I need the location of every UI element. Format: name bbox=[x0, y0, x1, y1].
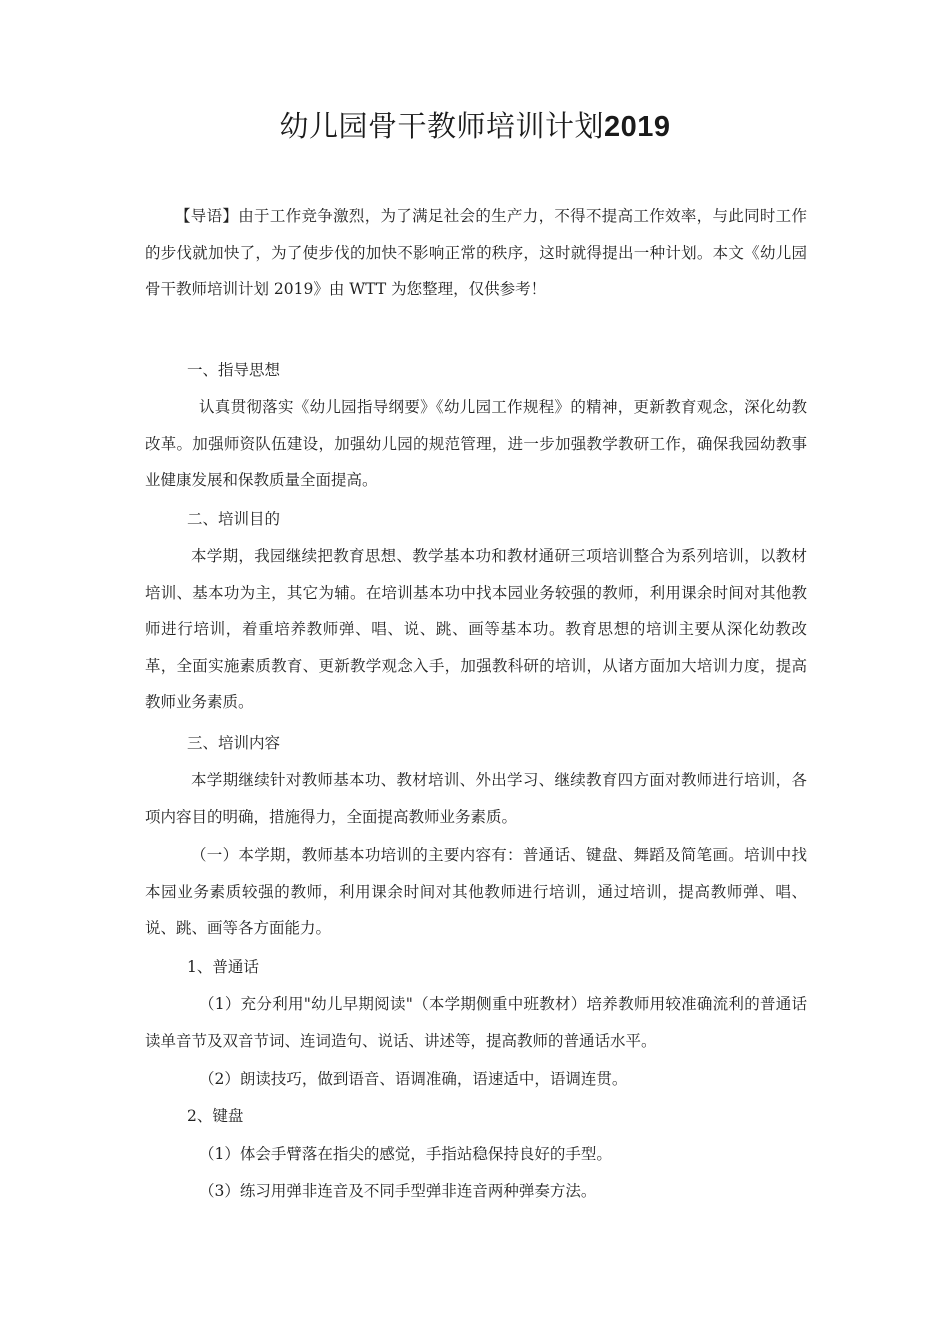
section-3-heading: 三、培训内容 bbox=[187, 734, 281, 752]
item-1-paragraph-1: （1）充分利用"幼儿早期阅读"（本学期侧重中班教材）培养教师用较准确流利的普通话读单音节及双音节词、连词造句、说话、讲述等，提高教师的普通话水平。 bbox=[145, 995, 807, 1050]
item-1-paragraph-2: （2）朗读技巧，做到语音、语调准确，语速适中，语调连贯。 bbox=[199, 1070, 628, 1088]
title-year: 2019 bbox=[604, 111, 671, 143]
section-2-body: 本学期，我园继续把教育思想、教学基本功和教材通研三项培训整合为系列培训，以教材培训、基本功为主，其它为辅。在培训基本功中找本园业务较强的教师，利用课余时间对其他教师进行培训，着重培养教师弹、唱、说、跳、画等基本功。教育思想的培训主要从深化幼教改革，全面实施素质教育、更新教学观念入手，加强教科研的培训，从诸方面加大培训力度，提高教师业务素质。 bbox=[145, 547, 807, 712]
section-2-heading: 二、培训目的 bbox=[187, 510, 281, 528]
title-text: 幼儿园骨干教师培训计划 bbox=[279, 109, 604, 143]
section-1-heading: 一、指导思想 bbox=[187, 361, 281, 379]
section-3-body: 本学期继续针对教师基本功、教材培训、外出学习、继续教育四方面对教师进行培训，各项内容目的明确，措施得力，全面提高教师业务素质。 bbox=[145, 771, 807, 826]
document-title bbox=[0, 106, 950, 147]
intro-paragraph: 【导语】由于工作竞争激烈，为了满足社会的生产力，不得不提高工作效率，与此同时工作的步伐就加快了，为了使步伐的加快不影响正常的秩序，这时就得提出一种计划。本文《幼儿园骨干教师培训计划 2019》由 WTT 为您整理，仅供参考！ bbox=[145, 207, 807, 299]
item-1-heading: 1、普通话 bbox=[187, 958, 259, 976]
item-2-heading: 2、键盘 bbox=[187, 1107, 244, 1125]
item-2-paragraph-1: （1）体会手臂落在指尖的感觉，手指站稳保持良好的手型。 bbox=[199, 1145, 612, 1163]
section-1-body: 认真贯彻落实《幼儿园指导纲要》《幼儿园工作规程》的精神，更新教育观念，深化幼教改革。加强师资队伍建设，加强幼儿园的规范管理，进一步加强教学教研工作，确保我园幼教事业健康发展和保教质量全面提高。 bbox=[145, 398, 807, 490]
item-2-paragraph-2: （3）练习用弹非连音及不同手型弹非连音两种弹奏方法。 bbox=[199, 1182, 597, 1200]
subsection-1-body: （一）本学期，教师基本功培训的主要内容有：普通话、键盘、舞蹈及简笔画。培训中找本园业务素质较强的教师，利用课余时间对其他教师进行培训，通过培训，提高教师弹、唱、说、跳、画等各方面能力。 bbox=[145, 846, 807, 938]
